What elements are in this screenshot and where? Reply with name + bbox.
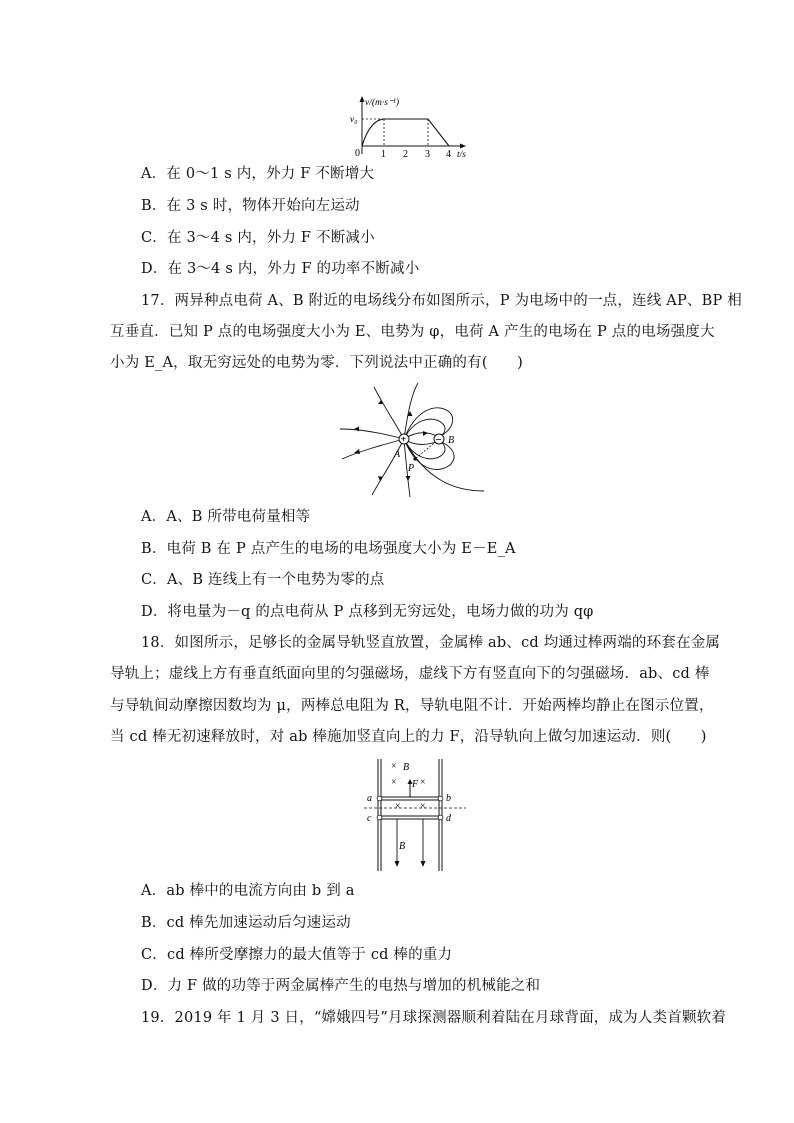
field-line xyxy=(404,439,484,491)
q17-option-a: A．A、B 所带电荷量相等 xyxy=(141,509,311,525)
label-b-bottom: B xyxy=(399,841,406,852)
label-p: P xyxy=(408,463,415,474)
field-line xyxy=(340,429,404,439)
charge-a-sign: + xyxy=(400,434,407,446)
field-line xyxy=(372,439,404,495)
q17-option-d: D．将电量为－q 的点电荷从 P 点移到无穷远处，电场力做的功为 qφ xyxy=(141,604,594,620)
q18-stem-line-3: 与导轨间动摩擦因数均为 μ，两棒总电阻为 R，导轨电阻不计．开始两棒均静止在图示位置， xyxy=(110,698,714,714)
y-axis-label: v/(m·s⁻¹) xyxy=(365,98,399,108)
ring-b xyxy=(438,796,443,801)
q19-stem-line-1: 19．2019 年 1 月 3 日，“嫦娥四号”月球探测器顺利着陆在月球背面，成为人类首颗软着 xyxy=(141,1010,727,1026)
ring-c xyxy=(377,815,382,820)
tick-2: 2 xyxy=(403,149,408,160)
q17-stem-line-1: 17．两异种点电荷 A、B 附近的电场线分布如图所示，P 为电场中的一点，连线 AP、BP 相 xyxy=(141,293,742,309)
q17-option-c: C．A、B 连线上有一个电势为零的点 xyxy=(141,572,385,588)
b-field-arrowhead xyxy=(421,861,426,867)
q17-option-b: B．电荷 B 在 P 点产生的电场的电场强度大小为 E－E_A xyxy=(141,541,516,557)
velocity-curve xyxy=(362,119,449,146)
tick-1: 1 xyxy=(381,149,386,160)
field-line xyxy=(404,383,418,439)
tick-4: 4 xyxy=(446,149,451,160)
origin-label: 0 xyxy=(355,148,360,159)
label-b: B xyxy=(448,435,455,446)
q18-option-b: B．cd 棒先加速运动后匀速运动 xyxy=(141,915,351,931)
label-a: A xyxy=(394,449,401,460)
field-arrow xyxy=(354,427,359,432)
q16-option-a: A．在 0～1 s 内，外力 F 不断增大 xyxy=(141,166,375,182)
point-p xyxy=(413,457,416,460)
q16-option-c: C．在 3～4 s 内，外力 F 不断减小 xyxy=(141,230,375,246)
vt-graph xyxy=(340,94,480,160)
label-f: F xyxy=(412,779,419,790)
q18-option-a: A．ab 棒中的电流方向由 b 到 a xyxy=(141,883,355,899)
label-b-top: B xyxy=(403,762,410,773)
q16-option-d: D．在 3～4 s 内，外力 F 的功率不断减小 xyxy=(141,261,420,277)
cross-mark: × xyxy=(391,777,397,788)
label-d: d xyxy=(446,813,451,824)
label-c: c xyxy=(367,813,372,824)
q16-option-b: B．在 3 s 时，物体开始向左运动 xyxy=(141,198,360,214)
q17-stem-line-3: 小为 E_A，取无穷远处的电势为零．下列说法中正确的有( ) xyxy=(110,355,523,371)
q18-stem-line-1: 18．如图所示，足够长的金属导轨竖直放置，金属棒 ab、cd 均通过棒两端的环套在金属 xyxy=(141,635,721,651)
cross-mark: × xyxy=(420,801,426,812)
cross-mark: × xyxy=(395,801,401,812)
tick-3: 3 xyxy=(425,149,430,160)
q17-stem-line-2: 互垂直．已知 P 点的电场强度大小为 E、电势为 φ，电荷 A 产生的电场在 P 点的电场强度大 xyxy=(110,324,715,340)
q18-option-c: C．cd 棒所受摩擦力的最大值等于 cd 棒的重力 xyxy=(141,947,453,963)
label-b: b xyxy=(446,793,451,804)
q18-stem-line-4: 当 cd 棒无初速释放时，对 ab 棒施加竖直向上的力 F，沿导轨向上做匀加速运动．则( ) xyxy=(110,729,707,745)
field-line xyxy=(404,408,453,439)
label-a: a xyxy=(367,793,372,804)
cross-mark: × xyxy=(391,761,397,772)
x-axis-arrow xyxy=(460,144,466,149)
field-arrow xyxy=(406,476,411,481)
rails-figure xyxy=(362,757,468,873)
x-axis-label: t/s xyxy=(457,150,466,160)
v0-label: v₀ xyxy=(350,115,358,125)
field-arrow xyxy=(354,449,360,454)
charge-b-sign: − xyxy=(435,434,442,446)
field-lines-figure xyxy=(336,381,486,497)
q18-option-d: D．力 F 做的功等于两金属棒产生的电热与增加的机械能之和 xyxy=(141,978,541,994)
field-arrow xyxy=(423,431,428,436)
ring-d xyxy=(438,815,443,820)
ring-a xyxy=(377,796,382,801)
q18-stem-line-2: 导轨上；虚线上方有垂直纸面向里的匀强磁场，虚线下方有竖直向下的匀强磁场．ab、cd 棒 xyxy=(110,666,710,682)
field-line xyxy=(374,387,404,439)
b-field-arrowhead xyxy=(395,861,400,867)
cross-mark: × xyxy=(420,777,426,788)
y-axis-arrow xyxy=(360,96,365,102)
